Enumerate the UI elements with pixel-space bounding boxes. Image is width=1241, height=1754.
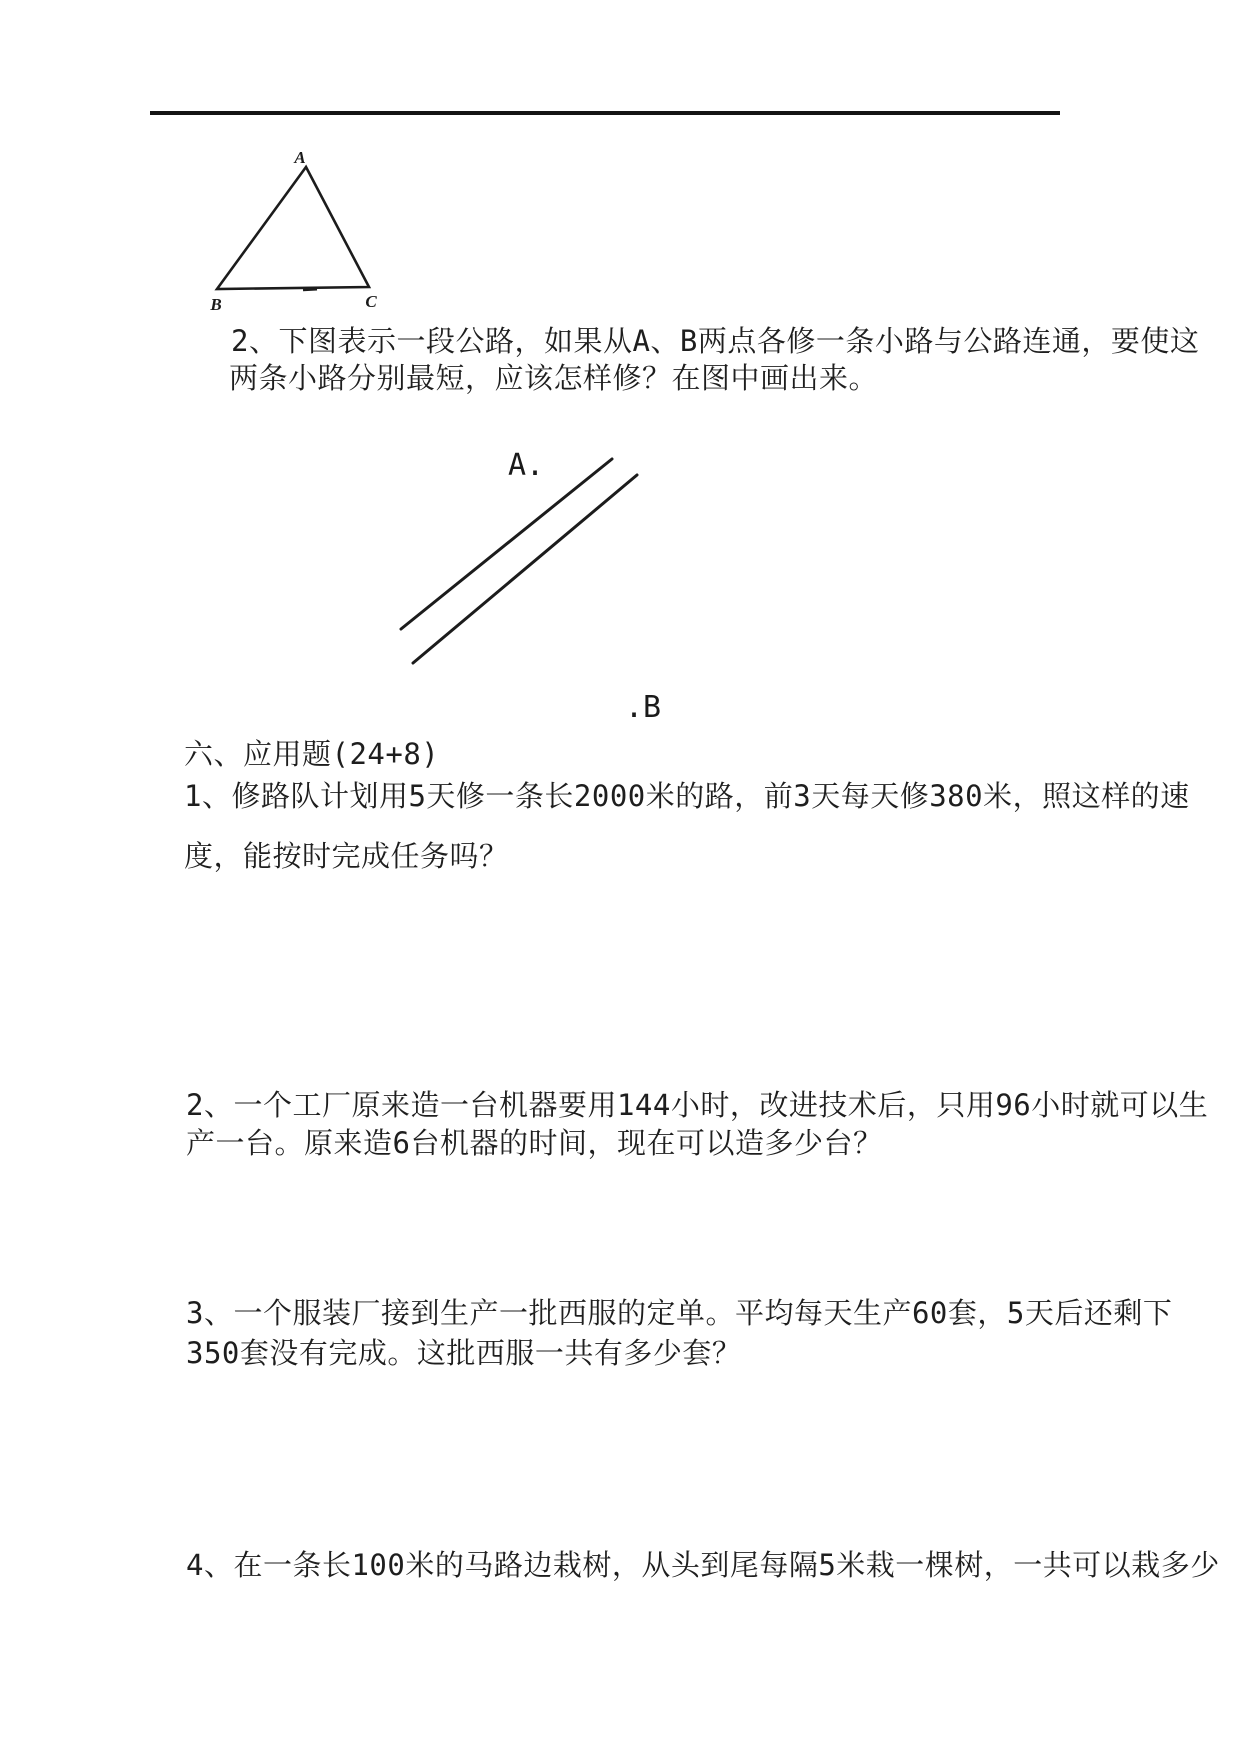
road-point-a-label: A. [508,448,545,483]
problem-3-line1: 3、一个服装厂接到生产一批西服的定单。平均每天生产60套，5天后还剩下 [186,1296,1173,1330]
problem-4-line1: 4、在一条长100米的马路边栽树，从头到尾每隔5米栽一棵树，一共可以栽多少 [186,1548,1220,1582]
top-divider-rule [150,111,1060,115]
triangle-vertex-b-label: B [210,295,222,314]
road-lower-edge [413,475,637,663]
problem-1-line1: 1、修路队计划用5天修一条长2000米的路，前3天每天修380米，照这样的速 [184,779,1190,813]
road-figure [390,445,660,735]
question-shortest-path-line2: 两条小路分别最短，应该怎样修？在图中画出来。 [229,361,879,395]
road-upper-edge [401,459,612,629]
triangle-figure [195,138,395,323]
problem-1-line2: 度，能按时完成任务吗？ [184,839,509,873]
problem-3-line2: 350套没有完成。这批西服一共有多少套？ [186,1336,742,1370]
question-shortest-path-line1: 2、下图表示一段公路，如果从A、B两点各修一条小路与公路连通，要使这 [231,324,1200,358]
triangle-vertex-a-label: A [294,148,306,167]
triangle-vertex-c-label: C [365,292,377,311]
triangle-base-tick [303,289,317,290]
section-six-heading: 六、应用题(24+8) [184,737,440,771]
triangle-shape [217,167,369,289]
problem-2-line2: 产一台。原来造6台机器的时间，现在可以造多少台？ [186,1126,883,1160]
problem-2-line1: 2、一个工厂原来造一台机器要用144小时，改进技术后，只用96小时就可以生 [186,1088,1209,1122]
road-point-b-label: .B [625,690,662,725]
